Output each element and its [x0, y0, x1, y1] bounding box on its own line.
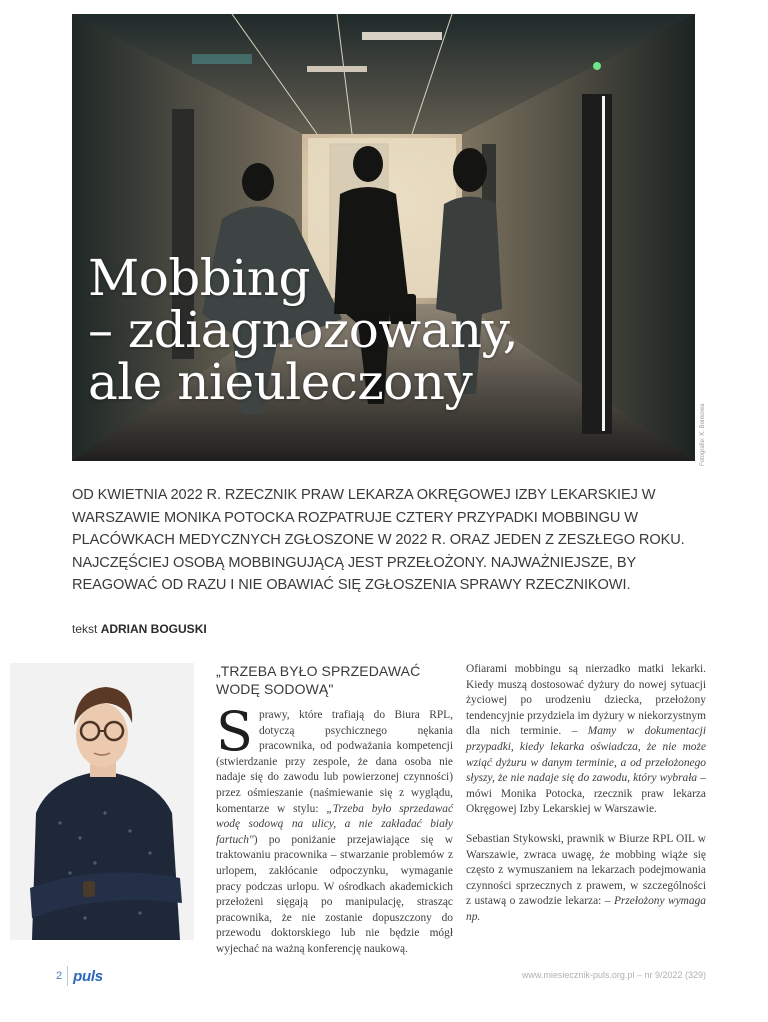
title-line-1: Mobbing — [88, 249, 311, 307]
quote-text: Mamy w dokumentacji przypadki, kiedy lekarka oświadcza, że nie może wziąć dyżuru w danym terminie, a od przełożonego słyszy, że nie nadaje się do zawodu, który wybrała — [466, 725, 706, 785]
article-lead: OD KWIETNIA 2022 R. RZECZNIK PRAW LEKARZA OKRĘGOWEJ IZBY LEKARSKIEJ W WARSZAWIE MONIKA POTOCKA ROZPATRUJE CZTERY PRZYPADKI MOBBINGU W PLACÓWKACH MEDYCZNYCH ZGŁOSZONE W 2022 R. ORAZ JEDEN Z ZESZŁEGO ROKU. NAJCZĘŚCIEJ OSOBĄ MOBBINGUJĄCĄ JEST PRZEŁOŻONY. NAJWAŻNIEJSZE, BY REAGOWAĆ OD RAZU I NIE OBAWIAĆ SIĘ ZGŁOSZENIA SPRAWY RZECZNIKOWI. — [72, 487, 685, 594]
section-subheading: „TRZEBA BYŁO SPRZEDAWAĆ WODĘ SODOWĄ" — [216, 663, 421, 697]
paragraph-text: Ofiarami mobbingu są nierzadko matki lekarki. Kiedy muszą dostosować dyżury do nowej sytuacji życiowej po urodzeniu dziecka, przełożony tendencyjnie przydziela im dyżury w niekorzystnym dla nich terminie. – — [466, 663, 706, 738]
quote-text: – Przełożony wymaga np. — [466, 895, 706, 923]
paragraph — [216, 700, 454, 958]
article-column-2 — [466, 662, 706, 940]
paragraph — [466, 662, 706, 818]
byline — [72, 622, 207, 636]
paragraph-text: prawy, które trafiają do Biura RPL, dotyczą psychicznego nękania pracownika, od podważania kompetencji (stwierdzanie przy zespole, że dana osoba nie nadaje się do zawodu lub powierzonej czynności) przez ośmieszanie (naśmiewanie się z wyglądu, komentarze w stylu: — [216, 709, 453, 815]
portrait-photo — [10, 663, 194, 940]
hero-image — [72, 14, 695, 461]
footer-divider — [67, 966, 68, 986]
photo-credit-text: Fotografie: K. Bonkowa — [700, 403, 706, 466]
page-number: 2 — [56, 970, 63, 982]
paragraph-text: – mówi Monika Potocka, rzecznik praw lekarza Okręgowej Izby Lekarskiej w Warszawie. — [466, 772, 706, 816]
title-line-2: – zdiagnozowany, — [88, 301, 519, 359]
byline-author: ADRIAN BOGUSKI — [100, 622, 207, 636]
photo-credit — [698, 358, 712, 468]
article-title — [88, 249, 519, 411]
paragraph-text: ) po poniżanie przejawiające się w traktowaniu pracownika – stwarzanie problemów z urlopem, zakłócanie odpoczynku, wymaganie pracy podczas urlopu. W ośrodkach akademickich przełożeni sięgają po manipulację, strasząc pracownika, że nie zostanie dopuszczony do przewodu doktorskiego lub nie będzie mógł wyjechać na ważną konferencję naukową. — [216, 833, 453, 955]
title-line-3: ale nieuleczony — [88, 353, 473, 411]
quote-text: „Trzeba było sprzedawać wodę sodową na ulicy, a nie zakładać biały fartuch" — [216, 802, 454, 846]
magazine-logo: puls — [73, 967, 103, 985]
drop-cap: S — [216, 700, 253, 763]
paragraph-text: Sebastian Stykowski, prawnik w Biurze RPL OIL w Warszawie, zwraca uwagę, że mobbing wiąże się często z wymuszaniem na lekarzach podejmowania czynności sprzecznych z prawem, w szczególności z ustawą o zawodzie lekarza: — [466, 832, 706, 908]
byline-prefix: tekst — [72, 622, 98, 636]
paragraph — [466, 832, 706, 926]
author-portrait — [10, 663, 194, 940]
issue-info: www.miesiecznik-puls.org.pl – nr 9/2022 (329) — [521, 970, 706, 980]
article-column-1 — [216, 662, 453, 972]
page-footer-left — [56, 966, 103, 986]
